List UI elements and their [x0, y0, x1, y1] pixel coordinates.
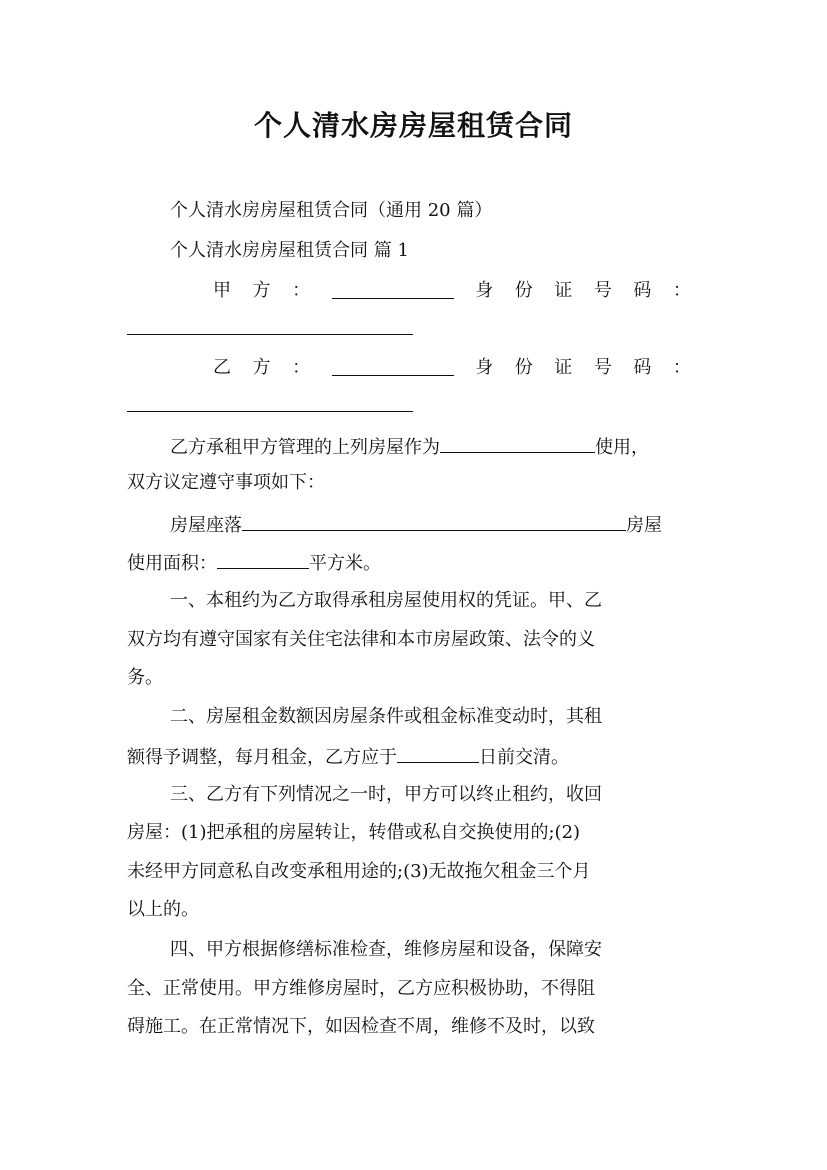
- usage-line-2: 双方议定遵守事项如下：: [127, 472, 325, 493]
- party-a-id-char: 号: [593, 280, 612, 301]
- clause-4-line: 全、正常使用。甲方维修房屋时，乙方应积极协助，不得阻: [127, 978, 595, 999]
- area-blank: [217, 548, 309, 569]
- clause-3-line: 以上的。: [127, 899, 199, 920]
- party-b-id-char: 份: [514, 357, 533, 378]
- party-a-id-char: 证: [554, 280, 573, 301]
- document-subtitle: 个人清水房房屋租赁合同（通用 20 篇）: [170, 200, 493, 221]
- clause-2-line: 二、房屋租金数额因房屋条件或租金标准变动时，其租: [170, 706, 602, 727]
- location-line-1: [170, 510, 700, 539]
- usage-text: 乙方承租甲方管理的上列房屋作为: [170, 437, 440, 458]
- usage-text-end: 使用，: [595, 437, 649, 458]
- party-a-char: 方: [252, 280, 271, 301]
- usage-blank: [440, 432, 595, 453]
- party-b-name-blank: [332, 355, 454, 376]
- clause-3-line: 三、乙方有下列情况之一时，甲方可以终止租约，收回: [170, 784, 602, 805]
- party-a-char: ：: [292, 280, 311, 301]
- party-a-id-blank: [127, 333, 413, 335]
- location-blank: [242, 510, 626, 531]
- party-b-id-char: 身: [475, 357, 494, 378]
- rent-date-blank: [397, 742, 479, 763]
- party-a-id-char: 份: [514, 280, 533, 301]
- party-b-char: 乙: [213, 357, 231, 378]
- section-heading: 个人清水房房屋租赁合同 篇 1: [170, 240, 409, 261]
- clause-2-line: [127, 742, 700, 771]
- party-a-id-char: 身: [475, 280, 494, 301]
- clause-1-line: 双方均有遵守国家有关住宅法律和本市房屋政策、法令的义: [127, 629, 595, 650]
- party-b-id-char: ：: [672, 357, 691, 378]
- party-a-char: 甲: [213, 280, 231, 301]
- party-b-id-char: 号: [593, 357, 612, 378]
- clause-1-line: 务。: [127, 667, 163, 688]
- clause-2-text-end: 日前交清。: [479, 747, 569, 768]
- clause-4-line: 四、甲方根据修缮标准检查，维修房屋和设备，保障安: [170, 939, 602, 960]
- party-b-id-char: 码: [633, 357, 652, 378]
- party-b-char: ：: [292, 357, 311, 378]
- party-b-id-char: 证: [554, 357, 573, 378]
- clause-1-line: 一、本租约为乙方取得承租房屋使用权的凭证。甲、乙: [170, 590, 602, 611]
- party-b-row: [213, 355, 691, 381]
- party-b-char: 方: [252, 357, 271, 378]
- clause-4-line: 碍施工。在正常情况下，如因检查不周，维修不及时，以致: [127, 1016, 595, 1037]
- location-line-2: [127, 548, 700, 577]
- clause-3-line: 房屋：(1)把承租的房屋转让，转借或私自交换使用的;(2): [127, 822, 581, 843]
- area-label: 使用面积：: [127, 553, 217, 574]
- party-a-id-char: ：: [672, 280, 691, 301]
- clause-2-text: 额得予调整，每月租金，乙方应于: [127, 747, 397, 768]
- usage-line-1: [170, 432, 700, 461]
- clause-3-line: 未经甲方同意私自改变承租用途的;(3)无故拖欠租金三个月: [127, 861, 591, 882]
- location-label: 房屋座落: [170, 515, 242, 536]
- area-unit: 平方米。: [309, 553, 381, 574]
- party-b-id-blank: [127, 410, 413, 412]
- party-a-row: [213, 278, 691, 304]
- party-a-id-char: 码: [633, 280, 652, 301]
- document-title: 个人清水房房屋租赁合同: [253, 109, 573, 142]
- party-a-name-blank: [332, 278, 454, 299]
- location-text-end: 房屋: [626, 515, 662, 536]
